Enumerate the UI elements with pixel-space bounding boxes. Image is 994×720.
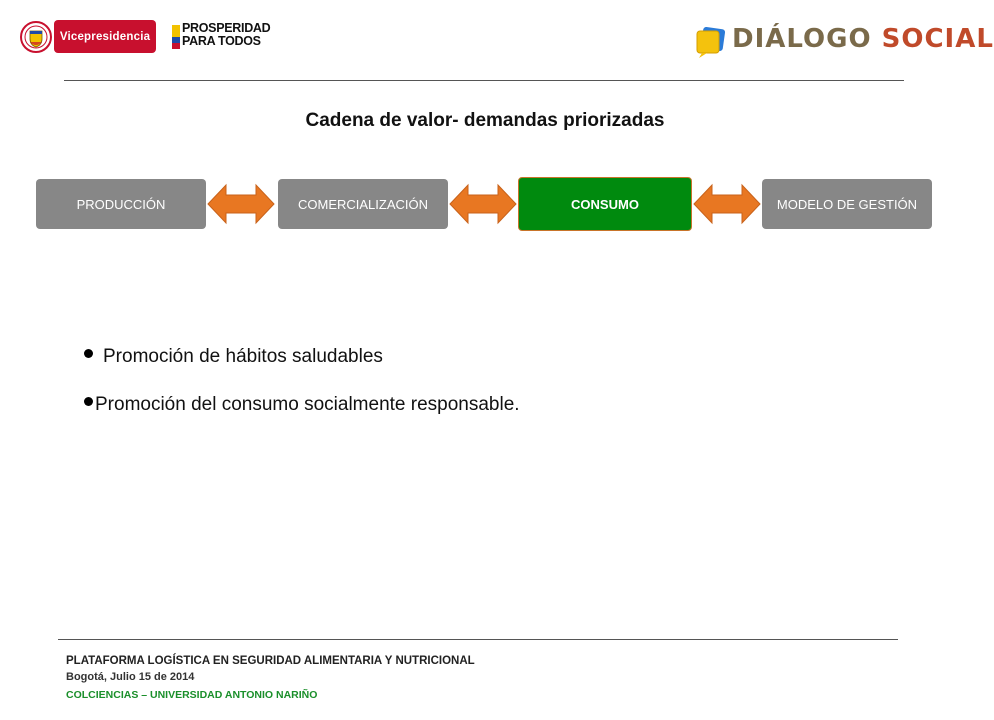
bullet-dot-icon: [84, 397, 93, 406]
vicepresidencia-logo: [54, 20, 156, 53]
header-divider: [64, 80, 904, 81]
double-arrow-icon: [450, 185, 516, 223]
bullet-item: Promoción de hábitos saludables: [84, 346, 383, 368]
chain-step-modelo-de-gestion: MODELO DE GESTIÓN: [762, 179, 932, 229]
bullet-item: Promoción del consumo socialmente responsable.: [84, 394, 520, 416]
bullet-dot-icon: [84, 349, 93, 358]
prosperidad-line2: PARA TODOS: [182, 34, 261, 48]
double-arrow-icon: [208, 185, 274, 223]
speech-bubble-icon: [694, 26, 726, 58]
flag-stripe-icon: [172, 25, 180, 49]
footer-date: Bogotá, Julio 15 de 2014: [66, 671, 195, 683]
footer-divider: [58, 639, 898, 640]
prosperidad-line1: PROSPERIDAD: [182, 21, 271, 35]
vicepresidencia-label: Vicepresidencia: [59, 30, 151, 43]
footer-platform: PLATAFORMA LOGÍSTICA EN SEGURIDAD ALIMENTARIA Y NUTRICIONAL: [66, 655, 475, 667]
social-word: SOCIAL: [881, 24, 994, 54]
double-arrow-icon: [694, 185, 760, 223]
dialogo-word: DIÁLOGO: [732, 24, 872, 54]
dialogo-social-logo: [690, 20, 994, 64]
footer-institutions: COLCIENCIAS – UNIVERSIDAD ANTONIO NARIÑO: [66, 689, 318, 701]
chain-step-comercializacion: COMERCIALIZACIÓN: [278, 179, 448, 229]
prosperidad-para-todos-logo: [172, 22, 282, 52]
chain-step-consumo: CONSUMO: [518, 177, 692, 231]
colombia-seal-icon: [20, 20, 52, 54]
chain-step-produccion: PRODUCCIÓN: [36, 179, 206, 229]
slide-title: Cadena de valor- demandas priorizadas: [305, 110, 665, 131]
